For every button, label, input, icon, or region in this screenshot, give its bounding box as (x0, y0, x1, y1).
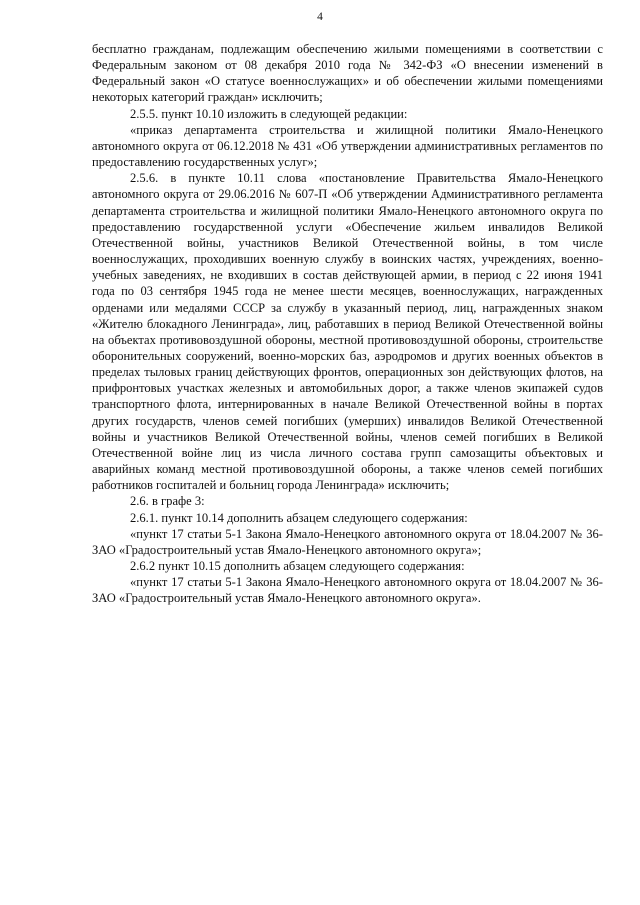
paragraph-2-5-6: 2.5.6. в пункте 10.11 слова «постановление Правительства Ямало-Ненецкого автономного округа от 29.06.2016 № 607-П «Об утверждении Административного регламента департамента строительства и жилищной политики Ямало-Ненецкого автономного округа по предоставлению государственной услуги «Обеспечение жильем инвалидов Великой Отечественной войны, участников Великой Отечественной войны, в том числе военнослужащих, проходивших военную службу в воинских частях, учреждениях, военно-учебных заведениях, не входивших в состав действующей армии, в период с 22 июня 1941 года по 03 сентября 1945 года не менее шести месяцев, военнослужащих, награжденных орденами или медалями СССР за службу в указанный период, лиц, награжденных знаком «Жителю блокадного Ленинграда», лиц, работавших в период Великой Отечественной войны на объектах противовоздушной обороны, местной противовоздушной обороны, строительстве оборонительных сооружений, военно-морских баз, аэродромов и других военных объектов в пределах тыловых границ действующих фронтов, операционных зон действующих флотов, на прифронтовых участках железных и автомобильных дорог, а также членов экипажей судов транспортного флота, интернированных в начале Великой Отечественной войны в портах других государств, членов семей погибших (умерших) инвалидов Великой Отечественной войны и участников Великой Отечественной войны, членов семей погибших в Великой Отечественной войне лиц из числа личного состава групп самозащиты объектовых и аварийных команд местной противовоздушной обороны, а также членов семей погибших работников госпиталей и больниц города Ленинграда» исключить; (92, 171, 603, 493)
paragraph-order-431: «приказ департамента строительства и жилищной политики Ямало-Ненецкого автономного округа от 06.12.2018 № 431 «Об утверждении административных регламентов по предоставлению государственных услуг»; (92, 122, 603, 170)
page-number: 4 (317, 11, 323, 23)
paragraph-continuation: бесплатно гражданам, подлежащим обеспечению жилыми помещениями в соответствии с Федеральным законом от 08 декабря 2010 года № 342-ФЗ «О внесении изменений в Федеральный закон «О статусе военнослужащих» и об обеспечении жилыми помещениями некоторых категорий граждан» исключить; (92, 42, 603, 105)
paragraph-2-6: 2.6. в графе 3: (130, 494, 205, 509)
document-body (92, 41, 603, 606)
paragraph-2-6-2: 2.6.2 пункт 10.15 дополнить абзацем следующего содержания: (130, 559, 465, 573)
paragraph-2-5-5: 2.5.5. пункт 10.10 изложить в следующей редакции: (130, 106, 408, 121)
paragraph-2-6-1: 2.6.1. пункт 10.14 дополнить абзацем следующего содержания: (130, 510, 468, 525)
paragraph-2-6-2-quote: «пункт 17 статьи 5-1 Закона Ямало-Ненецкого автономного округа от 18.04.2007 № 36-ЗАО «Градостроительный устав Ямало-Ненецкого автономного округа». (92, 575, 603, 606)
paragraph-2-6-1-quote: «пункт 17 статьи 5-1 Закона Ямало-Ненецкого автономного округа от 18.04.2007 № 36-ЗАО «Градостроительный устав Ямало-Ненецкого автономного округа»; (92, 526, 603, 557)
